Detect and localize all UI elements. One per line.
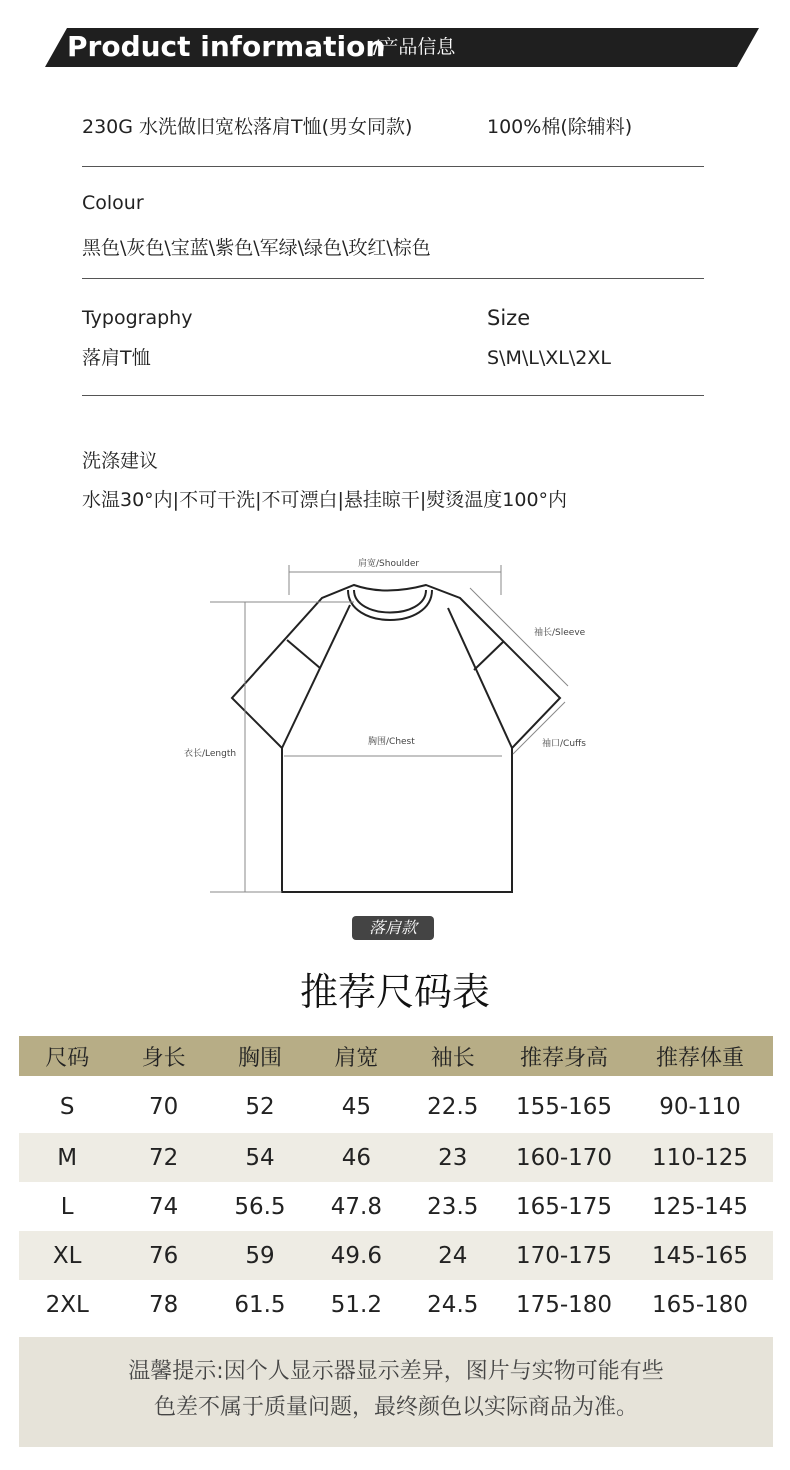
table-row	[19, 1182, 773, 1231]
divider	[82, 395, 704, 396]
table-cell: 74	[148, 1193, 179, 1220]
washing-value: 水温30°内|不可干洗|不可漂白|悬挂晾干|熨烫温度100°内	[82, 489, 568, 511]
table-cell: XL	[19, 1231, 115, 1280]
table-cell: 23.5	[427, 1193, 479, 1220]
size-table	[19, 1036, 773, 1329]
table-cell: L	[60, 1193, 74, 1220]
column-header: 肩宽	[308, 1036, 404, 1076]
table-cell: 155-165	[515, 1094, 613, 1120]
table-cell: 24.5	[427, 1291, 479, 1318]
table-cell: 70	[148, 1094, 179, 1120]
product-name: 230G 水洗做旧宽松落肩T恤(男女同款)	[82, 116, 413, 138]
page-title: Product information	[67, 30, 386, 63]
notice-box	[19, 1337, 773, 1447]
table-cell: 90-110	[659, 1094, 741, 1120]
table-cell: 61.5	[234, 1291, 286, 1318]
table-row	[19, 1280, 773, 1329]
table-row	[19, 1231, 773, 1280]
table-header-row	[19, 1036, 773, 1076]
divider	[82, 278, 704, 279]
table-cell: 170-175	[501, 1231, 627, 1280]
length-label: 衣长/Length	[184, 749, 237, 759]
column-header: 身长	[115, 1036, 211, 1076]
tshirt-size-diagram	[170, 550, 620, 910]
table-cell: 45	[341, 1094, 371, 1120]
notice-line-2: 色差不属于质量问题，最终颜色以实际商品为准。	[153, 1395, 638, 1420]
colour-values: 黑色\灰色\宝蓝\紫色\军绿\绿色\玫红\棕色	[82, 237, 431, 259]
table-cell: 51.2	[330, 1291, 382, 1318]
column-header: 袖长	[405, 1036, 501, 1076]
column-header: 推荐身高	[501, 1036, 627, 1076]
table-cell: 46	[308, 1133, 404, 1182]
table-cell: 110-125	[627, 1133, 773, 1182]
table-cell: S	[59, 1094, 75, 1120]
notice-line-1: 温馨提示:因个人显示器显示差异，图片与实物可能有些	[128, 1359, 664, 1384]
page-subtitle: /产品信息	[373, 36, 456, 58]
table-cell: 145-165	[627, 1231, 773, 1280]
size-value: S\M\L\XL\2XL	[487, 347, 611, 369]
table-cell: 165-180	[651, 1291, 749, 1318]
sleeve-label: 袖长/Sleeve	[534, 628, 586, 638]
table-row	[19, 1133, 773, 1182]
size-table-title: 推荐尺码表	[299, 970, 490, 1014]
table-cell: M	[19, 1133, 115, 1182]
table-cell: 78	[148, 1291, 179, 1318]
style-badge: 落肩款	[352, 916, 434, 940]
table-cell: 52	[245, 1094, 275, 1120]
table-cell: 2XL	[45, 1291, 89, 1318]
table-cell: 54	[212, 1133, 308, 1182]
table-cell: 24	[405, 1231, 501, 1280]
divider	[82, 166, 704, 167]
chest-label: 胸围/Chest	[368, 737, 415, 747]
table-cell: 59	[212, 1231, 308, 1280]
typography-label: Typography	[82, 307, 193, 329]
size-label: Size	[487, 306, 531, 330]
table-cell: 125-145	[651, 1193, 749, 1220]
typography-value: 落肩T恤	[82, 347, 151, 369]
shoulder-label: 肩宽/Shoulder	[358, 559, 420, 569]
table-cell: 22.5	[427, 1094, 479, 1120]
table-cell: 23	[405, 1133, 501, 1182]
table-cell: 175-180	[515, 1291, 613, 1318]
column-header: 尺码	[19, 1036, 115, 1076]
table-cell: 165-175	[515, 1193, 613, 1220]
table-cell: 160-170	[501, 1133, 627, 1182]
product-material: 100%棉(除辅料)	[487, 116, 633, 138]
table-row	[19, 1076, 773, 1133]
colour-label: Colour	[82, 192, 144, 214]
washing-label: 洗涤建议	[82, 450, 159, 472]
cuffs-label: 袖口/Cuffs	[542, 739, 586, 749]
table-cell: 76	[115, 1231, 211, 1280]
table-cell: 72	[115, 1133, 211, 1182]
table-cell: 49.6	[308, 1231, 404, 1280]
column-header: 推荐体重	[627, 1036, 773, 1076]
table-cell: 47.8	[330, 1193, 382, 1220]
table-cell: 56.5	[234, 1193, 286, 1220]
column-header: 胸围	[212, 1036, 308, 1076]
